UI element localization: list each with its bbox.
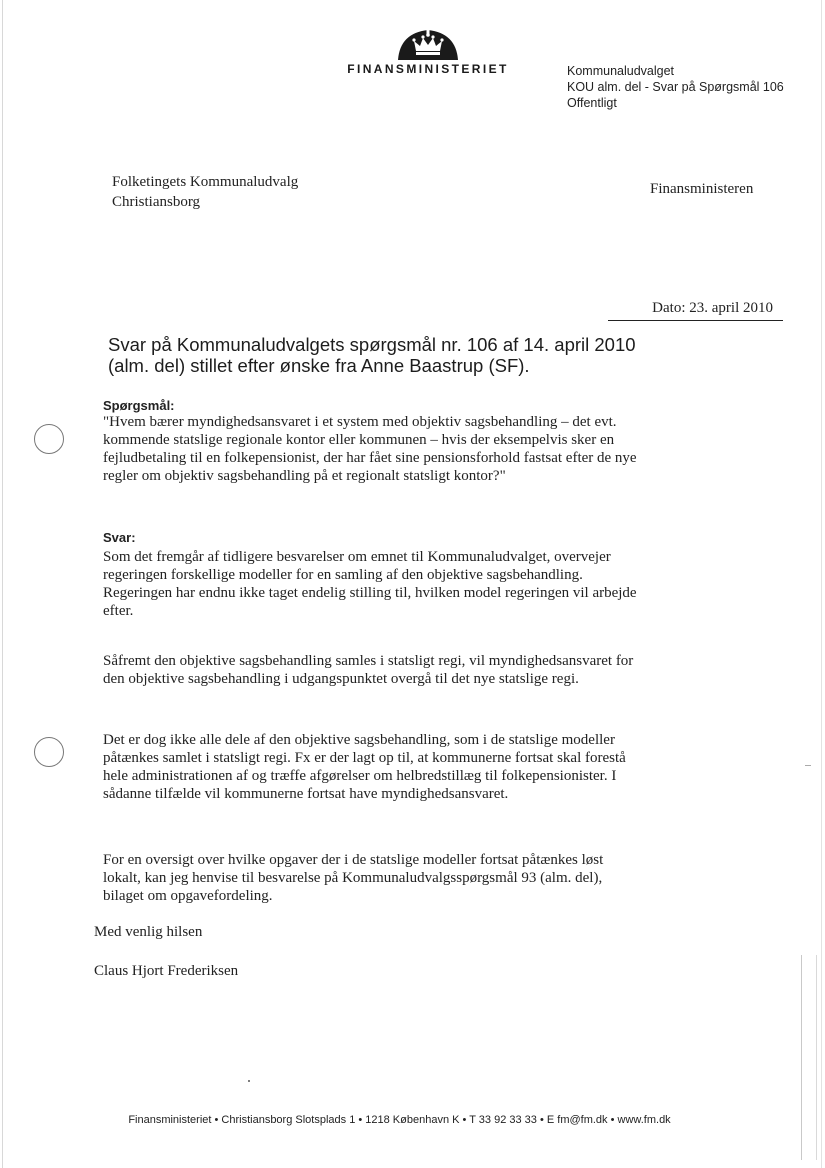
footer — [0, 1114, 825, 1126]
scan-speck — [248, 1080, 250, 1082]
answer-paragraph: For en oversigt over hvilke opgaver der i de statslige modeller fortsat påtænkes løst lokalt, kan jeg henvise til besvarelse på Kommunaludvalgsspørgsmål 93 (alm. del), bilaget om opgavefordeling. — [103, 852, 604, 904]
stamp-committee: Kommunaludvalget — [567, 64, 675, 78]
answer-paragraph: Det er dog ikke alle dele af den objektive sagsbehandling, som i de statslige modeller påtænkes samlet i statsligt regi. Fx er der lagt op til, at kommunerne fortsat skal forestå hele administrationen af og træffe afgørelser om helbredstillæg til folkepensionister. I sådanne tilfælde vil kommunerne fortsat have myndighedsansvaret. — [103, 732, 626, 802]
crown-logo-icon — [396, 27, 460, 61]
answer-paragraph: Såfremt den objektive sagsbehandling samles i statsligt regi, vil myndighedsansvaret for den objektive sagsbehandling i udgangspunktet overgå til det nye statslige regi. — [103, 653, 634, 687]
scan-edge-right — [821, 0, 822, 1168]
scan-mark — [805, 765, 811, 766]
recipient-name: Folketingets Kommunaludvalg — [112, 174, 299, 190]
signer-name: Claus Hjort Frederiksen — [94, 963, 239, 979]
question-text: "Hvem bærer myndighedsansvaret i et system med objektiv sagsbehandling – det evt. kommende statslige regionale kontor eller kommunen – hvis der eksempelvis sker en fejludbetaling til en folkepensionist, der har fået sine pensionsforhold fastsat efter de nye regler om objektiv sagsbehandling på et regionalt statsligt kontor?" — [103, 414, 637, 484]
letter-heading: Svar på Kommunaludvalgets spørgsmål nr. 106 af 14. april 2010 (alm. del) stillet efter ønske fra Anne Baastrup (SF). — [108, 334, 636, 376]
scan-edge-left — [2, 0, 3, 1168]
date-line — [608, 300, 783, 321]
question-label: Spørgsmål: — [103, 398, 175, 413]
scan-artifact — [801, 955, 817, 1160]
footer-contact: Finansministeriet • Christiansborg Slotsplads 1 • 1218 København K • T 33 92 33 33 • E fm@fm.dk • www.fm.dk — [128, 1114, 671, 1126]
punch-hole — [34, 737, 64, 767]
punch-hole — [34, 424, 64, 454]
ministry-name: FINANSMINISTERIET — [347, 62, 509, 76]
recipient-location: Christiansborg — [112, 194, 201, 210]
recipient-address — [112, 172, 298, 212]
document-stamp — [567, 63, 784, 111]
stamp-reference: KOU alm. del - Svar på Spørgsmål 106 — [567, 80, 784, 94]
answer-paragraph: Som det fremgår af tidligere besvarelser om emnet til Kommunaludvalget, overvejer regeringen forskellige modeller for en samling af den objektive sagsbehandling. Regeringen har endnu ikke taget endelig stilling til, hvilken model regeringen vil arbejde efter. — [103, 549, 637, 619]
closing-greeting: Med venlig hilsen — [94, 924, 203, 940]
answer-label: Svar: — [103, 530, 136, 545]
letter-date: Dato: 23. april 2010 — [652, 300, 773, 316]
stamp-status: Offentligt — [567, 96, 617, 110]
sender-name: Finansministeren — [650, 181, 754, 197]
